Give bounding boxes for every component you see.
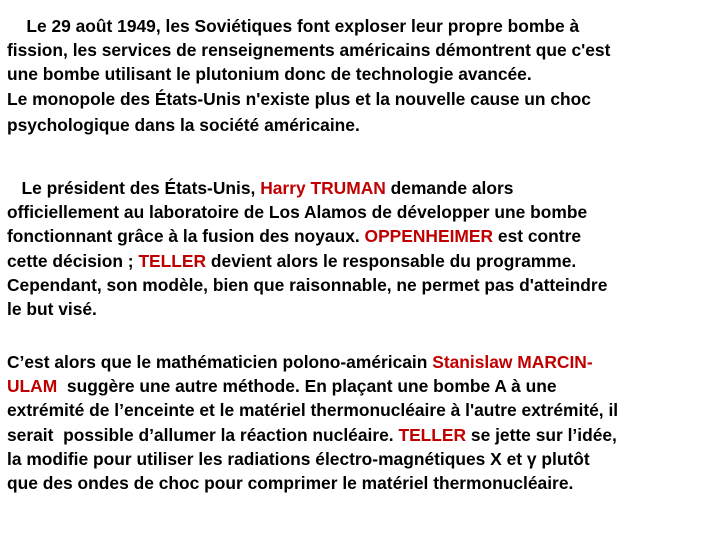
text-segment: fonctionnant grâce à la fusion des noyaux. xyxy=(7,226,365,247)
highlight-name-teller: TELLER xyxy=(138,250,207,271)
text-segment: devient alors le responsable du programme. xyxy=(206,250,577,271)
text-line: une bombe utilisant le plutonium donc de technologie avancée. xyxy=(7,64,532,85)
text-segment: se jette sur l’idée, xyxy=(466,424,617,445)
text-segment: demande alors xyxy=(385,178,514,198)
highlight-name-teller: TELLER xyxy=(398,424,467,445)
text-segment: C’est alors que le mathématicien polono-américain xyxy=(7,352,433,372)
text-line: Le 29 août 1949, les Soviétiques font exploser leur propre bombe à xyxy=(7,16,580,36)
paragraph-ulam-method xyxy=(7,350,719,495)
text-segment: cette décision ; xyxy=(7,250,139,271)
text-line xyxy=(7,176,719,200)
text-line: le but visé. xyxy=(7,299,97,320)
text-line xyxy=(7,249,719,273)
text-segment: est contre xyxy=(493,226,582,247)
paragraph-soviet-bomb xyxy=(7,14,719,137)
text-line xyxy=(7,374,719,398)
text-line: que des ondes de choc pour comprimer le matériel thermonucléaire. xyxy=(7,473,574,494)
text-line: Cependant, son modèle, bien que raisonnable, ne permet pas d'atteindre xyxy=(7,274,608,295)
text-line: psychologique dans la société américaine. xyxy=(7,114,360,135)
text-line: officiellement au laboratoire de Los Alamos de développer une bombe xyxy=(7,202,588,223)
text-segment: Le président des États-Unis, xyxy=(7,178,261,198)
paragraph-truman-request xyxy=(7,176,719,321)
text-line: fission, les services de renseignements américains démontrent que c'est xyxy=(7,40,611,61)
text-segment: serait possible d’allumer la réaction nucléaire. xyxy=(7,424,399,445)
text-line: Le monopole des États-Unis n'existe plus et la nouvelle cause un choc xyxy=(7,88,591,109)
highlight-name-ulam-part1: Stanislaw MARCIN- xyxy=(432,352,593,372)
text-line xyxy=(7,423,719,447)
text-segment: suggère une autre méthode. En plaçant une bombe A à une xyxy=(57,376,557,397)
highlight-name-truman: Harry TRUMAN xyxy=(260,178,386,198)
highlight-name-oppenheimer: OPPENHEIMER xyxy=(364,226,494,247)
highlight-name-ulam-part2: ULAM xyxy=(7,376,58,397)
text-line: la modifie pour utiliser les radiations électro-magnétiques X et γ plutôt xyxy=(7,448,590,469)
text-line: extrémité de l’enceinte et le matériel thermonucléaire à l'autre extrémité, il xyxy=(7,400,619,421)
text-line xyxy=(7,350,719,374)
text-line xyxy=(7,224,719,248)
